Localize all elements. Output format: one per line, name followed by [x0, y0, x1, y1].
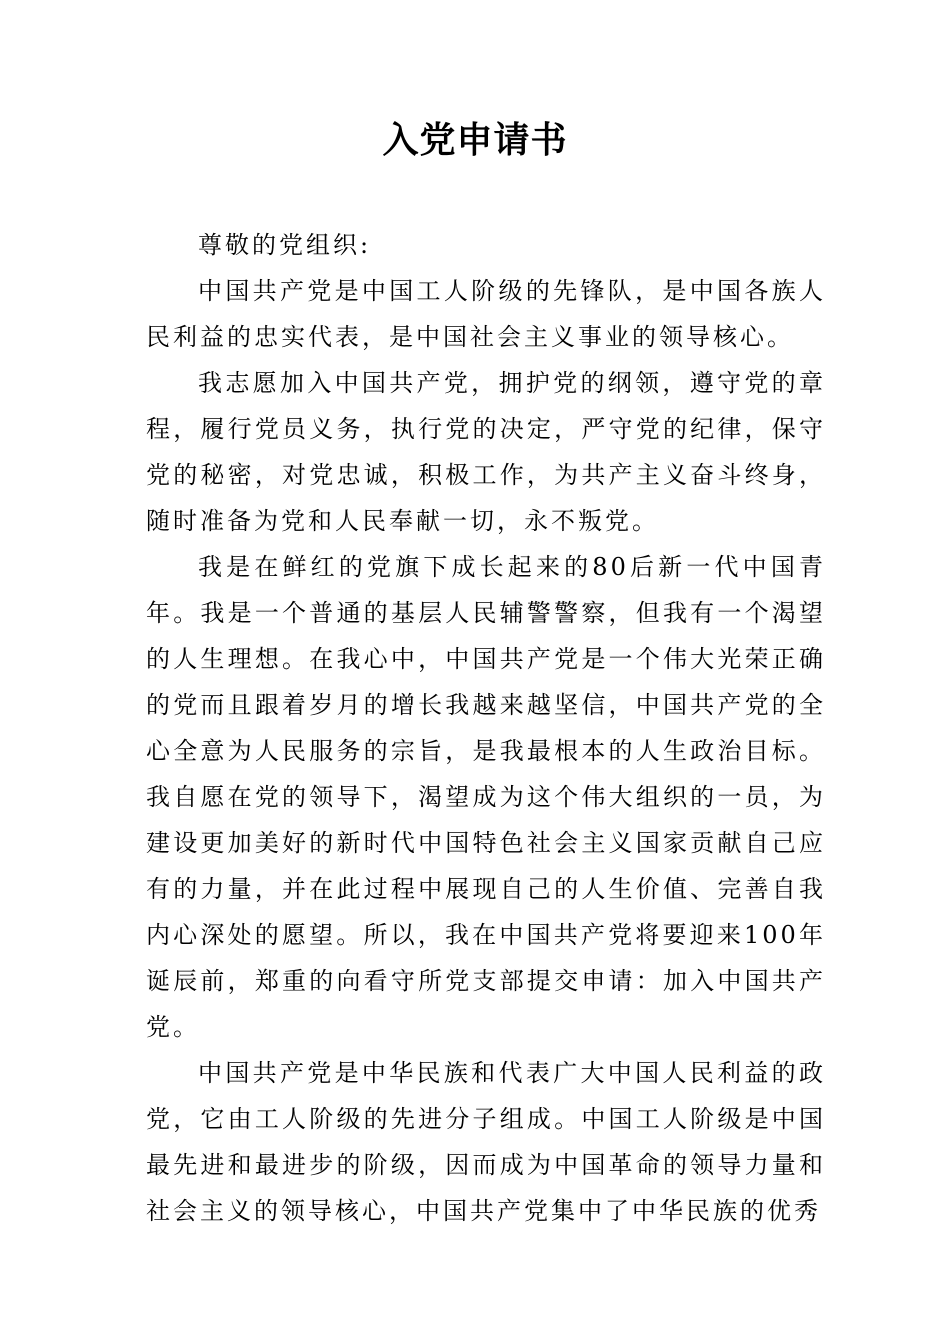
paragraph-1: 中国共产党是中国工人阶级的先锋队，是中国各族人民利益的忠实代表，是中国社会主义事业的领导核心。	[146, 277, 826, 351]
document-body	[146, 222, 826, 1234]
paragraph-4: 中国共产党是中华民族和代表广大中国人民利益的政党，它由工人阶级的先进分子组成。中国工人阶级是中国最先进和最进步的阶级，因而成为中国革命的领导力量和社会主义的领导核心，中国共产党集中了中华民族的优秀	[146, 1059, 826, 1225]
document-title: 入党申请书	[382, 119, 568, 161]
paragraph-3: 我是在鲜红的党旗下成长起来的80后新一代中国青年。我是一个普通的基层人民辅警警察，但我有一个渴望的人生理想。在我心中，中国共产党是一个伟大光荣正确的党而且跟着岁月的增长我越来越坚信，中国共产党的全心全意为人民服务的宗旨，是我最根本的人生政治目标。我自愿在党的领导下，渴望成为这个伟大组织的一员，为建设更加美好的新时代中国特色社会主义国家贡献自己应有的力量，并在此过程中展现自己的人生价值、完善自我内心深处的愿望。所以，我在中国共产党将要迎来100年诞辰前，郑重的向看守所党支部提交申请：加入中国共产党。	[146, 553, 826, 1041]
paragraph-2: 我志愿加入中国共产党，拥护党的纲领，遵守党的章程，履行党员义务，执行党的决定，严守党的纪律，保守党的秘密，对党忠诚，积极工作，为共产主义奋斗终身，随时准备为党和人民奉献一切，永不叛党。	[146, 369, 826, 535]
salutation: 尊敬的党组织:	[198, 231, 372, 259]
